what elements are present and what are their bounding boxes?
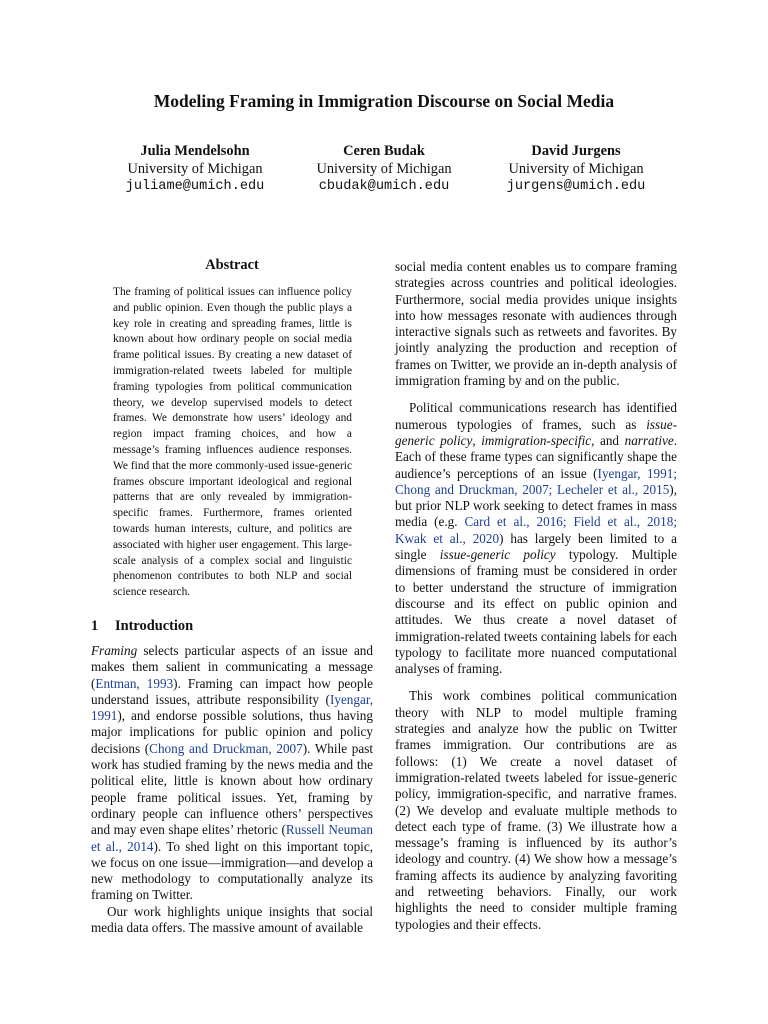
left-column	[91, 643, 373, 936]
text-span: ,	[472, 432, 482, 448]
author-block	[476, 143, 676, 196]
paper-title: Modeling Framing in Immigration Discourse on Social Media	[153, 91, 615, 111]
intro-paragraph	[395, 400, 677, 677]
author-block	[284, 143, 484, 196]
citation-link[interactable]: Card et al., 2016; Field et al., 2018; Kwak et al., 2020	[395, 514, 678, 546]
text-span: ), and endorse possible solutions, thus having major implications for public opinion and policy decisions (	[91, 708, 373, 756]
citation-link[interactable]: Chong and Druckman, 2007	[149, 740, 303, 756]
author-affiliation: University of Michigan	[508, 160, 644, 177]
text-span: ). To shed light on this important topic, we focus on one issue—immigration—and develop a new methodology to computationally analyze its framing on Twitter.	[91, 838, 373, 903]
text-span: ). Framing can impact how people understand issues, attribute responsibility (	[91, 675, 373, 707]
author-email: jurgens@umich.edu	[506, 179, 646, 194]
text-span: selects particular aspects of an issue and makes them salient in communicating a message (	[91, 643, 373, 691]
text-span: ) has largely been limited to a single	[395, 530, 677, 563]
citation-link[interactable]: Iyengar, 1991; Chong and Druckman, 2007; Lecheler et al., 2015	[395, 465, 678, 497]
text-span: , and	[591, 432, 625, 448]
section-title: Introduction	[115, 618, 194, 634]
citation-link[interactable]: Entman, 1993	[95, 675, 174, 691]
author-email: juliame@umich.edu	[125, 179, 265, 194]
term-emphasis: narrative	[624, 432, 674, 448]
section-number: 1	[91, 618, 99, 634]
section-heading-introduction	[91, 618, 193, 635]
citation-link[interactable]: Russell Neuman et al., 2014	[91, 822, 373, 854]
author-name: David Jurgens	[531, 143, 621, 159]
term-emphasis: issue-generic policy	[439, 547, 556, 563]
intro-paragraph: social media content enables us to compare framing strategies across countries and political ideologies. Furthermore, social media provides unique insights into how messages resonate with audiences through interactive signals such as retweets and favorites. By jointly analyzing the production and reception of frames on Twitter, we provide an in-depth analysis of immigration framing by and on the public.	[395, 259, 677, 389]
text-span: ). While past work has studied framing by the news media and the political elite, little is known about how ordinary people frame political issues. Yet, framing by ordinary people can influence others’ perspectives and may even shape elites’ rhetoric (	[91, 740, 373, 838]
author-name: Ceren Budak	[343, 143, 425, 159]
term-emphasis: issue-generic policy	[395, 416, 677, 448]
term-framing: Framing	[91, 643, 138, 658]
author-block	[95, 143, 295, 196]
term-emphasis: immigration-specific	[481, 432, 592, 448]
citation-link[interactable]: Iyengar, 1991	[91, 691, 373, 724]
abstract-text: The framing of political issues can influence policy and public opinion. Even though the public plays a key role in creating and spreading frames, little is known about how ordinary people on social media frame political issues. By creating a new dataset of immigration-related tweets labeled for multiple framing typologies from political communication theory, we develop supervised models to detect frames. We demonstrate how users’ ideology and region impact framing choices, and how a message’s framing influences audience responses. We find that the more commonly-used issue-generic frames obscure important ideological and regional patterns that are only revealed by immigration-specific frames. Furthermore, frames oriented towards human interests, culture, and politics are associated with higher user engagement. This large-scale analysis of a complex social and linguistic phenomenon contributes to both NLP and social science research.	[113, 286, 352, 599]
right-column	[395, 259, 677, 933]
abstract-heading: Abstract	[205, 257, 259, 273]
intro-paragraph: This work combines political communication theory with NLP to model multiple framing strategies and analyze how the public on Twitter frames immigration. Our contributions are as follows: (1) We create a novel dataset of immigration-related tweets labeled for issue-generic policy, immigration-specific, and narrative frames. (2) We develop and evaluate multiple methods to detect each type of frame. (3) We illustrate how a message’s framing is influenced by its author’s ideology and country. (4) We show how a message’s framing affects its audience by analyzing favoriting and retweeting behaviors. Finally, our work highlights the need to consider multiple framing typologies and their effects.	[395, 688, 677, 932]
author-name: Julia Mendelsohn	[140, 143, 250, 159]
intro-paragraph	[91, 643, 373, 904]
text-span: . Each of these frame types can significantly shape the audience’s perceptions of an issue (	[395, 432, 677, 481]
author-email: cbudak@umich.edu	[318, 179, 450, 194]
text-span: typology. Multiple dimensions of framing must be considered in order to better understand the structure of immigration discourse and its effect on public opinion and attitudes. We thus create a novel dataset of immigration-related tweets containing labels for each typology to facilitate more nuanced computational analyses of framing.	[395, 547, 677, 677]
intro-paragraph: Our work highlights unique insights that social media data offers. The massive amount of available	[91, 903, 373, 936]
author-affiliation: University of Michigan	[127, 160, 263, 177]
author-affiliation: University of Michigan	[316, 160, 452, 177]
text-span: Political communications research has identified numerous typologies of frames, such as	[395, 400, 677, 432]
text-span: ), but prior NLP work seeking to detect frames in mass media (e.g.	[395, 481, 677, 530]
